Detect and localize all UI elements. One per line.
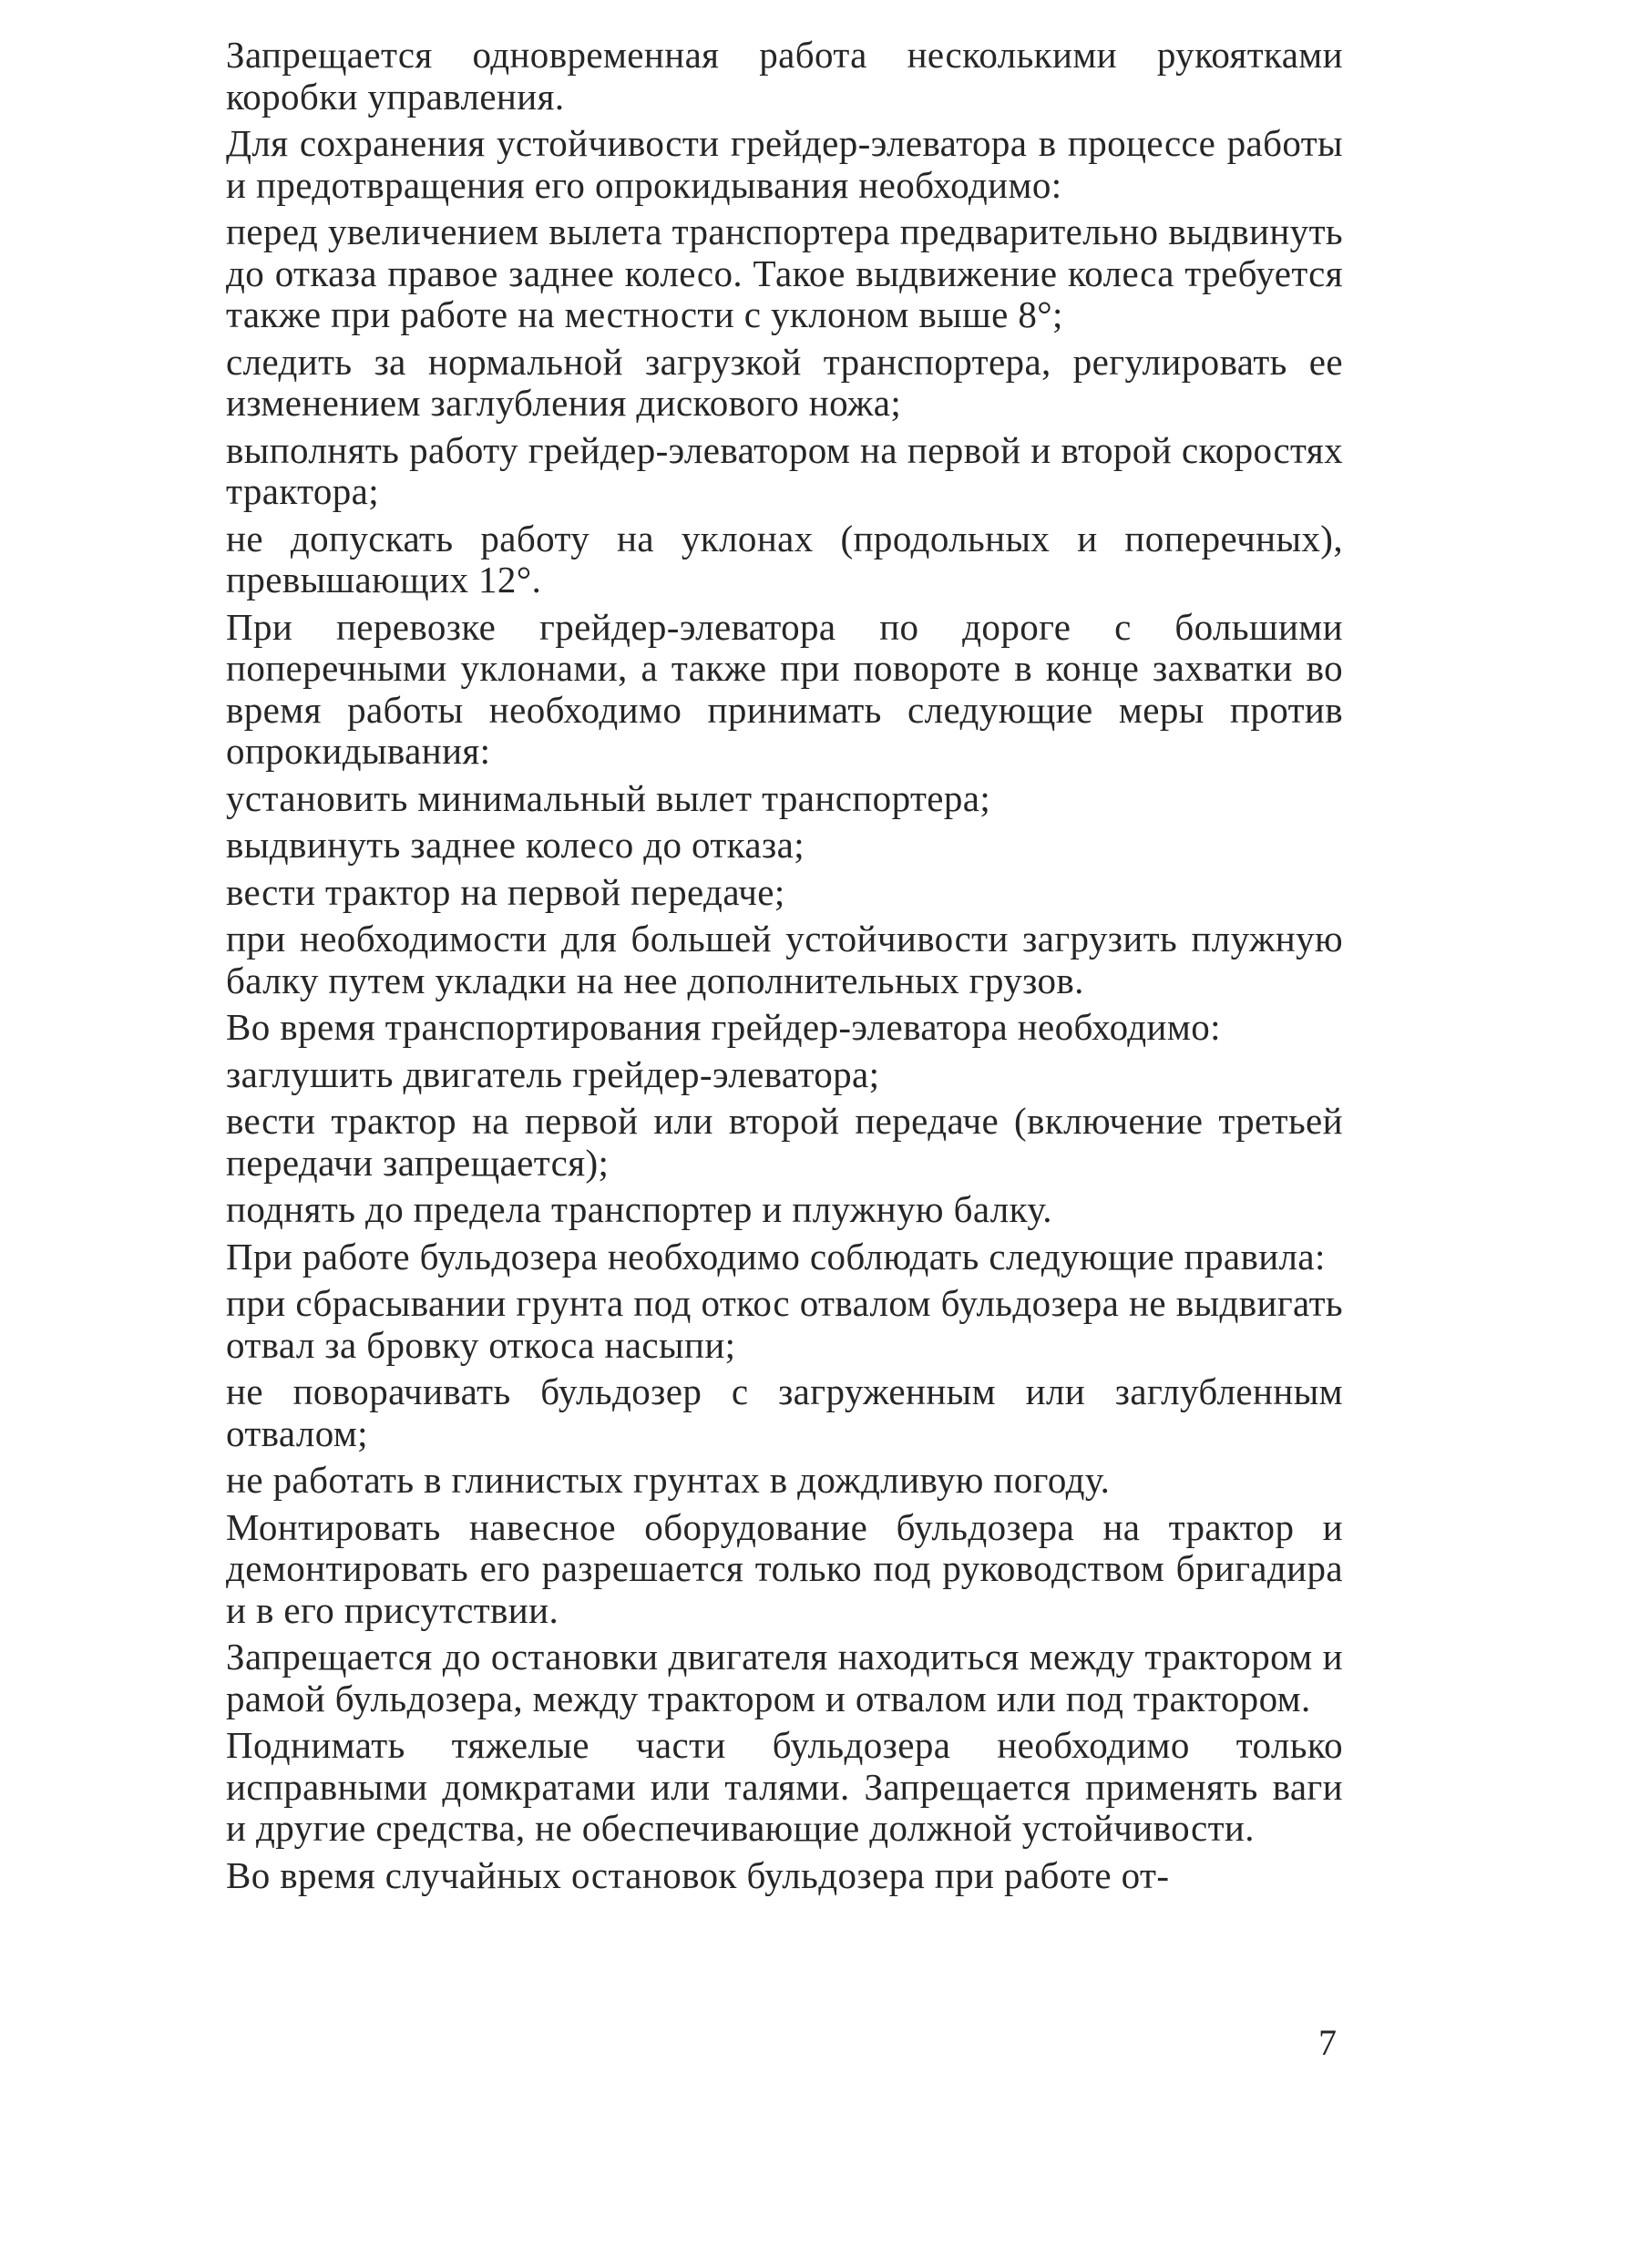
paragraph-10: вести трактор на первой передаче; (226, 870, 785, 913)
paragraph-9: выдвинуть заднее колесо до отказа; (226, 824, 805, 866)
paragraph-23: Во время случайных остановок бульдозера при работе от- (226, 1853, 1170, 1896)
paragraph-6: не допускать работу на уклонах (продольных и поперечных), превышающих 12°. (226, 517, 1343, 600)
paragraph-5: выполнять работу грейдер-элеватором на первой и второй скоростях трактора; (226, 428, 1343, 512)
paragraph-15: поднять до предела транспортер и плужную балку. (226, 1188, 1052, 1230)
paragraph-7: При перевозке грейдер-элеватора по дороге с большими поперечными уклонами, а также при повороте в конце захватки во время работы необходимо принимать следующие меры против опрокидывания: (226, 605, 1343, 772)
paragraph-19: не работать в глинистых грунтах в дождливую погоду. (226, 1459, 1111, 1501)
paragraph-21: Запрещается до остановки двигателя находиться между трактором и рамой бульдозера, между трактором и отвалом или под трактором. (226, 1636, 1343, 1719)
paragraph-20: Монтировать навесное оборудование бульдозера на трактор и демонтировать его разрешается только под руководством бригадира и в его присутствии. (226, 1505, 1343, 1631)
paragraph-12: Во время транспортирования грейдер-элеватора необходимо: (226, 1006, 1221, 1048)
paragraph-14: вести трактор на первой или второй передаче (включение третьей передачи запрещается); (226, 1100, 1343, 1184)
paragraph-17: при сбрасывании грунта под откос отвалом бульдозера не выдвигать отвал за бровку откоса насыпи; (226, 1282, 1343, 1366)
paragraph-2: Для сохранения устойчивости грейдер-элеватора в процессе работы и предотвращения его опрокидывания необходимо: (226, 122, 1343, 206)
paragraph-4: следить за нормальной загрузкой транспортера, регулировать ее изменением заглубления дискового ножа; (226, 340, 1343, 424)
paragraph-16: При работе бульдозера необходимо соблюдать следующие правила: (226, 1235, 1326, 1278)
paragraph-8: установить минимальный вылет транспортера; (226, 776, 991, 819)
paragraph-1: Запрещается одновременная работа несколькими рукоятками коробки управления. (226, 34, 1343, 118)
paragraph-22: Поднимать тяжелые части бульдозера необходимо только исправными домкратами или талями. Запрещается применять ваги и другие средства, не обеспечивающие должной устойчивости. (226, 1724, 1343, 1849)
paragraph-18: не поворачивать бульдозер с загруженным или заглубленным отвалом; (226, 1370, 1343, 1454)
paragraph-3: перед увеличением вылета транспортера предварительно выдвинуть до отказа правое заднее колесо. Такое выдвижение колеса требуется также при работе на местности с уклоном выше 8°; (226, 210, 1343, 335)
document-page (226, 35, 1343, 1902)
paragraph-11: при необходимости для большей устойчивости загрузить плужную балку путем укладки на нее дополнительных грузов. (226, 918, 1343, 1001)
paragraph-13: заглушить двигатель грейдер-элеватора; (226, 1052, 880, 1095)
page-number: 7 (1318, 2022, 1337, 2063)
